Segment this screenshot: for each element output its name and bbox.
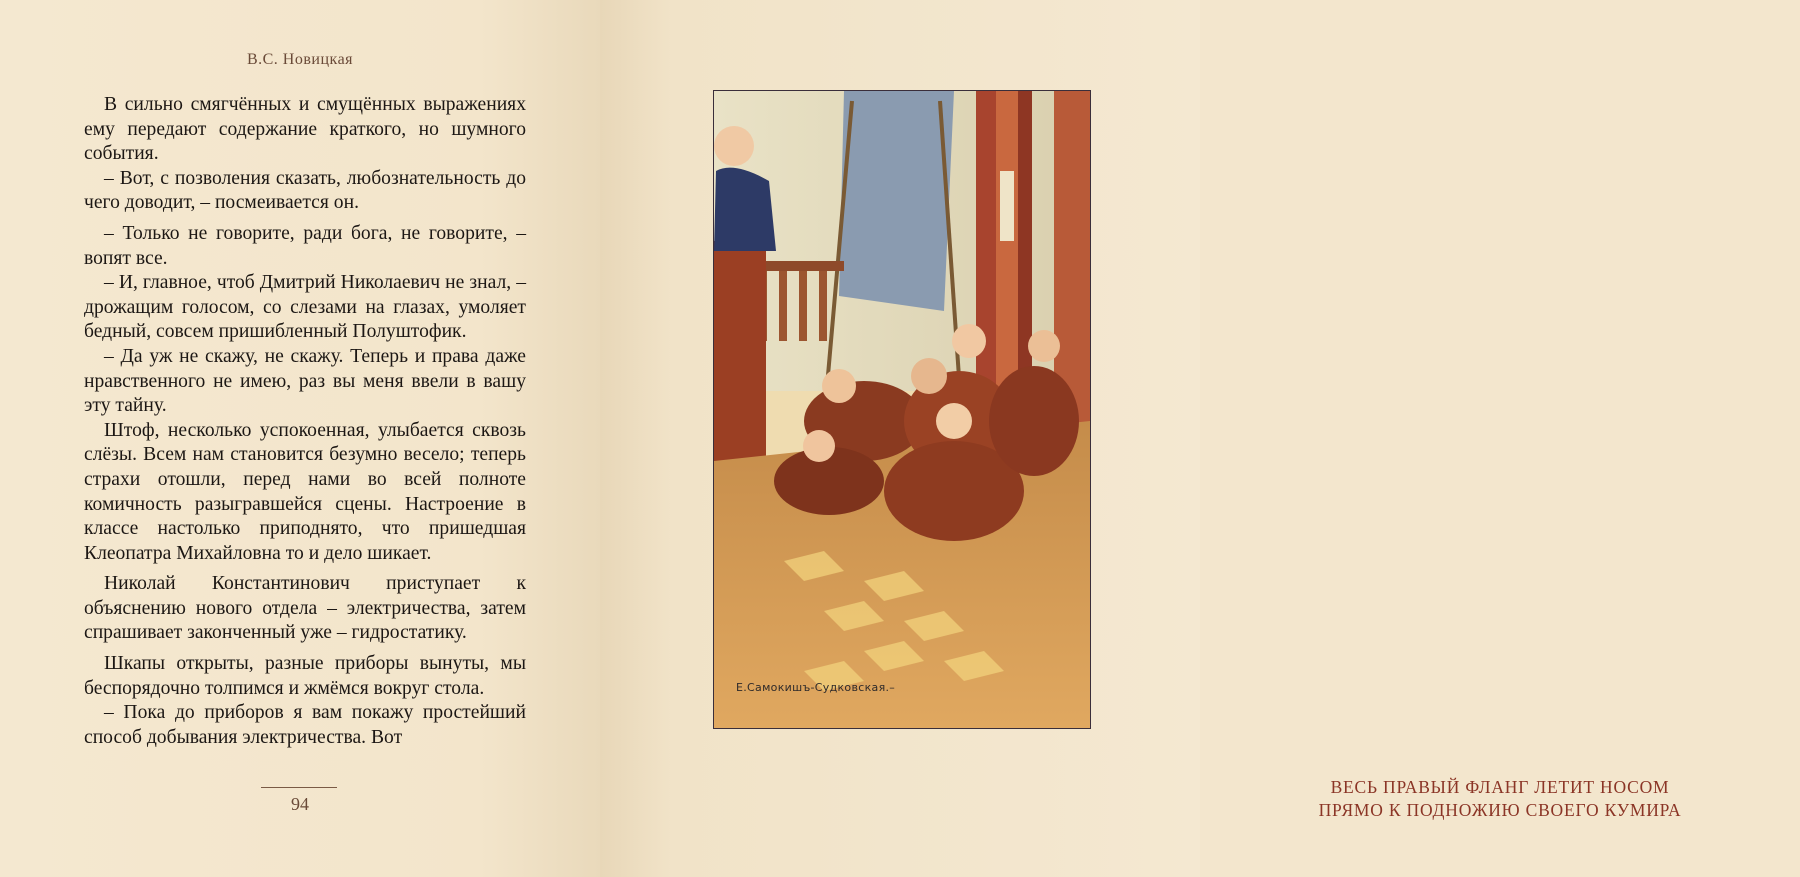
paragraph: – Вот, с позволения сказать, любознательность до чего доводит, – посмеивается он. <box>84 167 526 214</box>
paragraph: Штоф, несколько успокоенная, улыбается сквозь слёзы. Всем нам становится безумно весело; теперь страхи отошли, перед нами во всей полноте комичность разыгравшейся сцены. Настроение в классе настолько приподнято, что пришедшая Клеопатра Михайловна то и дело шикает. <box>84 419 526 564</box>
artist-signature: Е.Самокишъ-Судковская.– <box>736 681 896 694</box>
body-text <box>84 93 526 750</box>
paragraph: Шкапы открыты, разные приборы вынуты, мы беспорядочно толпимся и жмёмся вокруг стола. <box>84 653 526 699</box>
paragraph: В сильно смягчённых и смущённых выражениях ему передают содержание краткого, но шумного события. <box>84 94 526 165</box>
illustration-plate <box>713 90 1091 729</box>
paragraph: Николай Константинович приступает к объяснению нового отдела – электричества, затем спрашивает законченный уже – гидростатику. <box>84 573 526 644</box>
classroom-illustration <box>714 91 1090 728</box>
caption-line: ПРЯМО К ПОДНОЖИЮ СВОЕГО КУМИРА <box>1318 800 1682 820</box>
paragraph: – Только не говорите, ради бога, не говорите, – вопят все. <box>84 222 526 269</box>
caption-line: ВЕСЬ ПРАВЫЙ ФЛАНГ ЛЕТИТ НОСОМ <box>1330 777 1670 797</box>
left-page <box>0 0 600 877</box>
running-head: В.С. Новицкая <box>246 51 354 68</box>
paragraph: – Да уж не скажу, не скажу. Теперь и права даже нравственного не имею, раз вы меня ввели в вашу эту тайну. <box>84 345 526 417</box>
illustration-caption <box>1200 776 1800 822</box>
page-number: 94 <box>291 794 309 814</box>
paragraph: – И, главное, чтоб Дмитрий Николаевич не знал, – дрожащим голосом, со слезами на глазах, умоляет бедный, совсем пришибленный Полуштофик. <box>84 272 526 343</box>
paragraph: – Пока до приборов я вам покажу простейший способ добывания электричества. Вот <box>84 702 526 748</box>
folio-rule <box>261 787 337 788</box>
